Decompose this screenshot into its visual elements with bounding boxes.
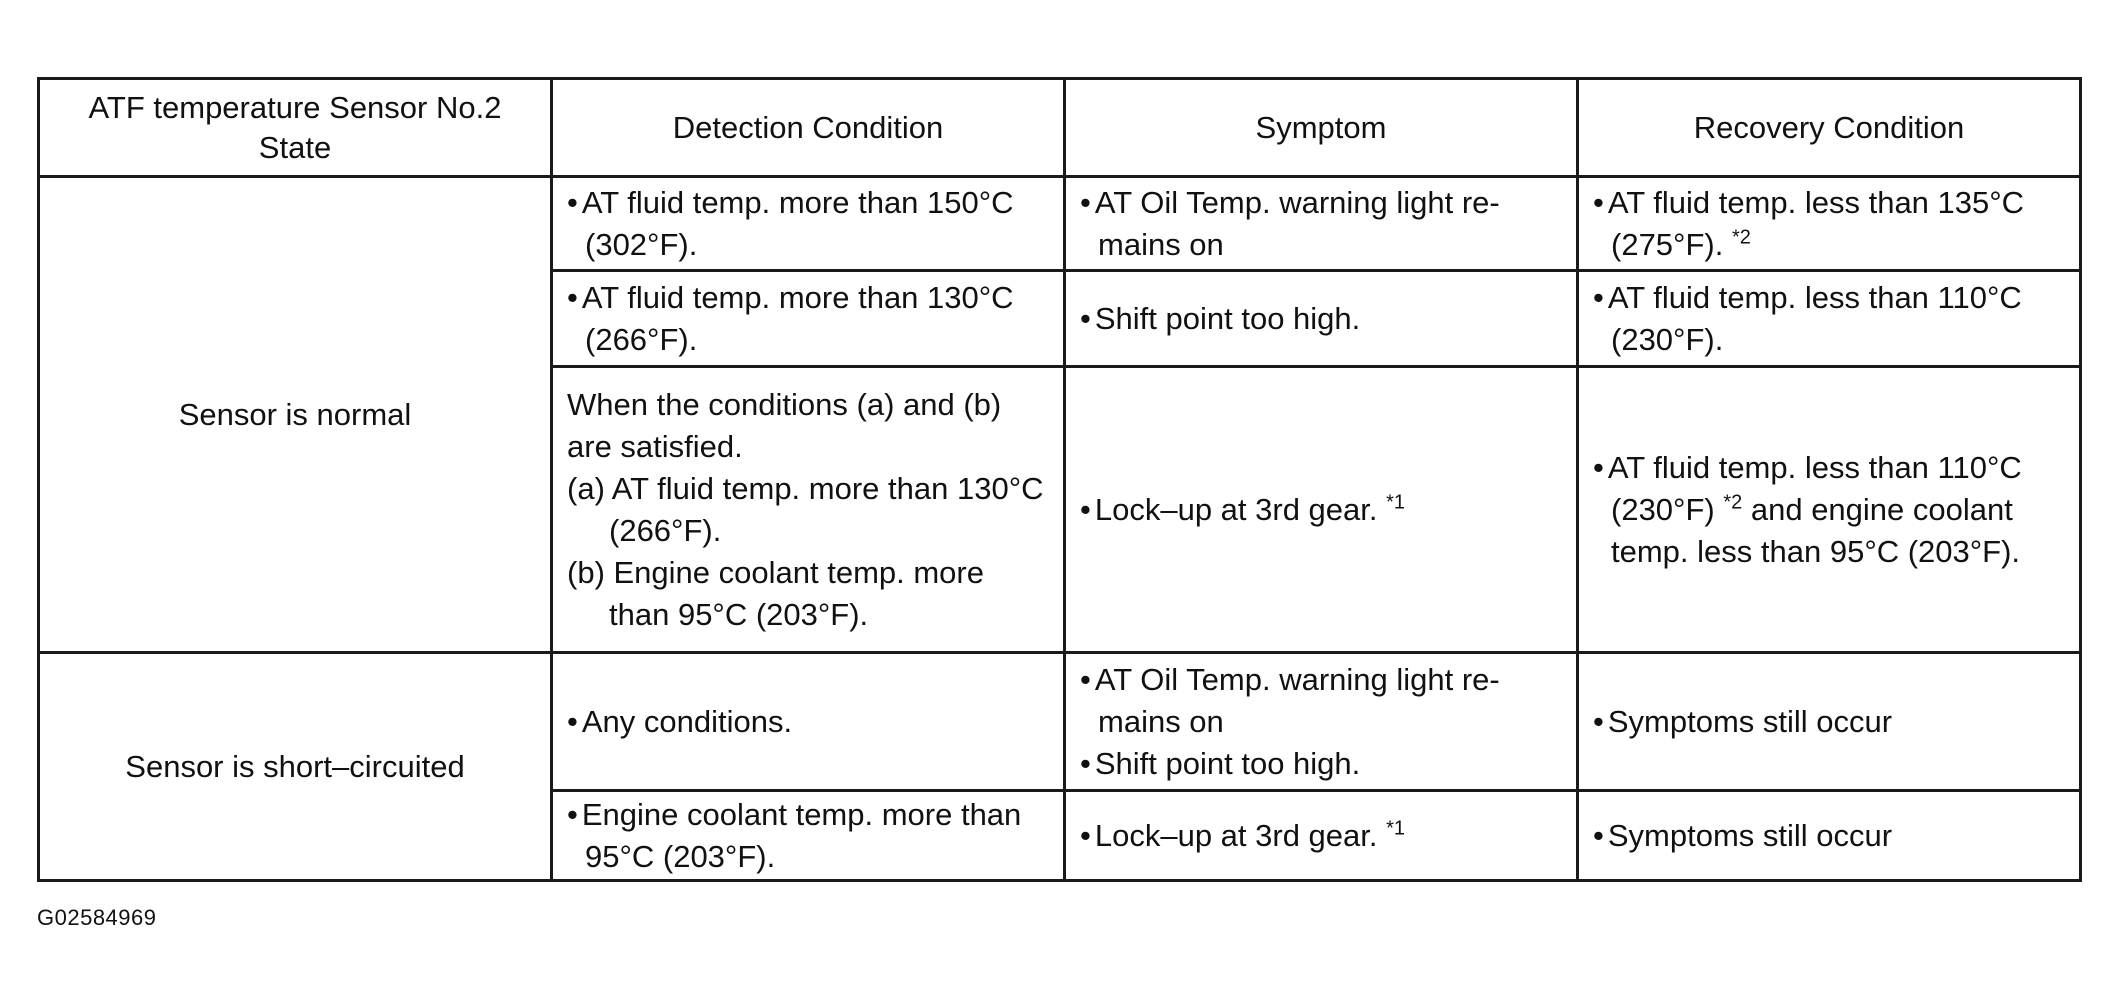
footnote-ref-1: *1 [1386,817,1406,840]
recovery-cell: • Symptoms still occur [1578,653,2081,791]
detection-cell: • AT fluid temp. more than 130°C (266°F). [552,271,1065,367]
atf-sensor-table [37,77,2082,882]
footnote-ref-2: *2 [1731,226,1751,249]
header-sensor-state: ATF temperature Sensor No.2 State [39,79,552,177]
table-row [39,177,2081,271]
detection-cell: • AT fluid temp. more than 150°C (302°F). [552,177,1065,271]
recovery-cell: • Symptoms still occur [1578,791,2081,881]
state-cell-short-circuited: Sensor is short–circuited [39,653,552,881]
table-header-row [39,79,2081,177]
recovery-cell: • AT fluid temp. less than 110°C (230°F) $^{*2}$ and engine coolant temp. less than 95°C (203°F). [1578,367,2081,653]
recovery-cell: • AT fluid temp. less than 110°C (230°F). [1578,271,2081,367]
symptom-cell: • Lock–up at 3rd gear. $^{*1}$ [1065,791,1578,881]
detection-cell: • Engine coolant temp. more than 95°C (203°F). [552,791,1065,881]
header-symptom: Symptom [1065,79,1578,177]
detection-cell: When the conditions (a) and (b) are satisfied. (a) AT fluid temp. more than 130°C (266°F). (b) Engine coolant temp. more than 95°C (203°F). [552,367,1065,653]
footnote-ref-1: *1 [1386,491,1406,514]
figure-id: G02584969 [37,905,157,930]
footnote-ref-2: *2 [1723,491,1743,514]
symptom-cell: • AT Oil Temp. warning light re- mains on [1065,177,1578,271]
header-detection-condition: Detection Condition [552,79,1065,177]
table-row [39,653,2081,791]
detection-cell: • Any conditions. [552,653,1065,791]
symptom-cell: • AT Oil Temp. warning light re- mains on • Shift point too high. [1065,653,1578,791]
symptom-cell: • Lock–up at 3rd gear. $^{*1}$ [1065,367,1578,653]
recovery-cell: • AT fluid temp. less than 135°C (275°F). $^{*2}$ [1578,177,2081,271]
state-cell-normal: Sensor is normal [39,177,552,653]
symptom-cell: • Shift point too high. [1065,271,1578,367]
header-recovery-condition: Recovery Condition [1578,79,2081,177]
